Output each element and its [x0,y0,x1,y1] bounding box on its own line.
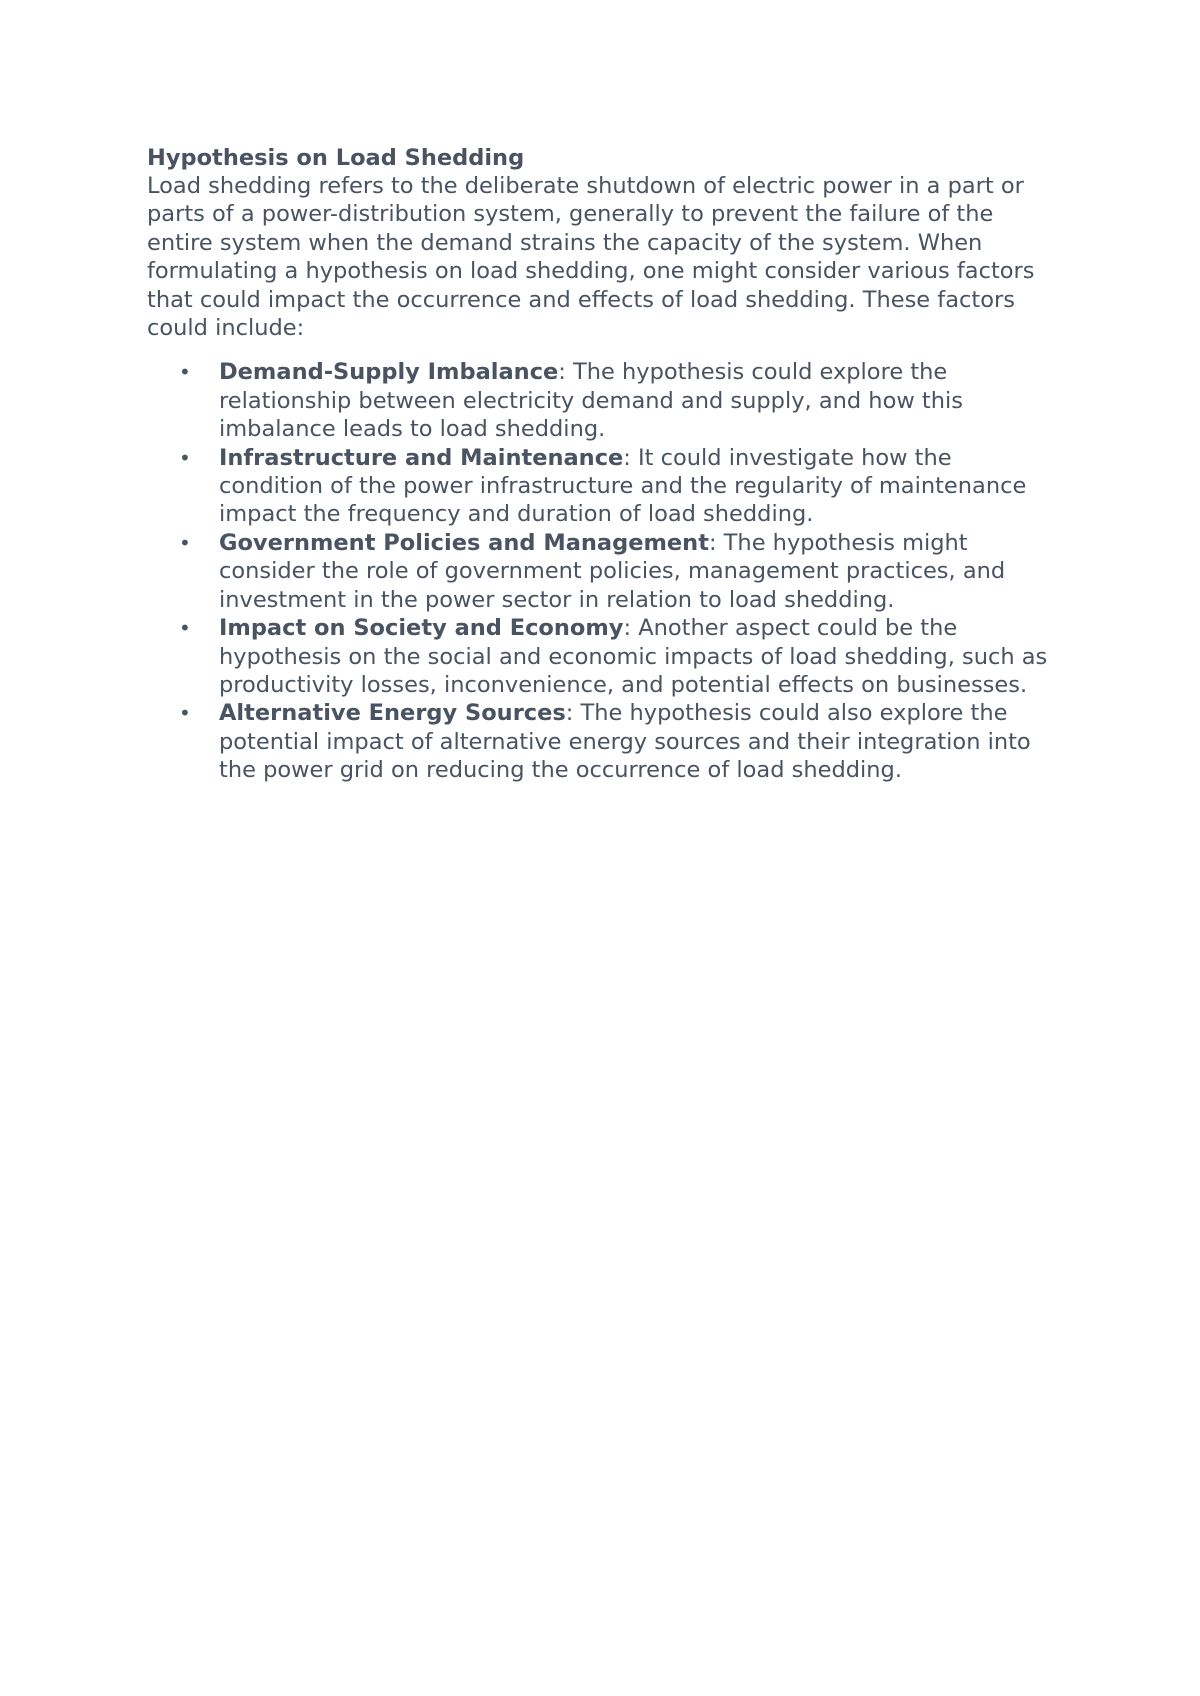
factor-term: Government Policies and Management [219,529,709,556]
factor-description: : The hypothesis could explore the relationship between electricity demand and supply, and how this imbalance leads to load shedding. [219,359,963,443]
document-title: Hypothesis on Load Shedding [147,145,525,171]
factor-term: Impact on Society and Economy [219,615,624,642]
document-page [147,144,1067,785]
factor-term: Alternative Energy Sources [219,700,566,727]
list-item [147,529,1055,614]
bullet-icon: • [179,445,191,470]
factor-description: : The hypothesis might consider the role of government policies, management practices, and investment in the power sector in relation to load shedding. [219,529,1006,613]
factor-term: Demand-Supply Imbalance [219,359,559,386]
list-item [147,444,1055,529]
list-item [147,699,1055,784]
factor-description: : Another aspect could be the hypothesis on the social and economic impacts of load shedding, such as productivity losses, inconvenience, and potential effects on businesses. [219,615,1048,698]
factor-term: Infrastructure and Maintenance [219,444,624,471]
factor-description: : It could investigate how the condition of the power infrastructure and the regularity of maintenance impact the frequency and duration of load shedding. [219,444,1027,528]
factor-list [147,358,1067,784]
list-item [147,614,1055,699]
intro-paragraph: Load shedding refers to the deliberate shutdown of electric power in a part or parts of a power-distribution system, generally to prevent the failure of the entire system when the demand strains the capacity of the system. When formulating a hypothesis on load shedding, one might consider various factors that could impact the occurrence and effects of load shedding. These factors could include: [147,173,1035,342]
bullet-icon: • [179,701,191,726]
bullet-icon: • [179,360,191,385]
bullet-icon: • [179,616,191,641]
bullet-icon: • [179,530,191,555]
list-item [147,358,1055,443]
factor-description: : The hypothesis could also explore the potential impact of alternative energy sources and their integration into the power grid on reducing the occurrence of load shedding. [219,700,1031,784]
